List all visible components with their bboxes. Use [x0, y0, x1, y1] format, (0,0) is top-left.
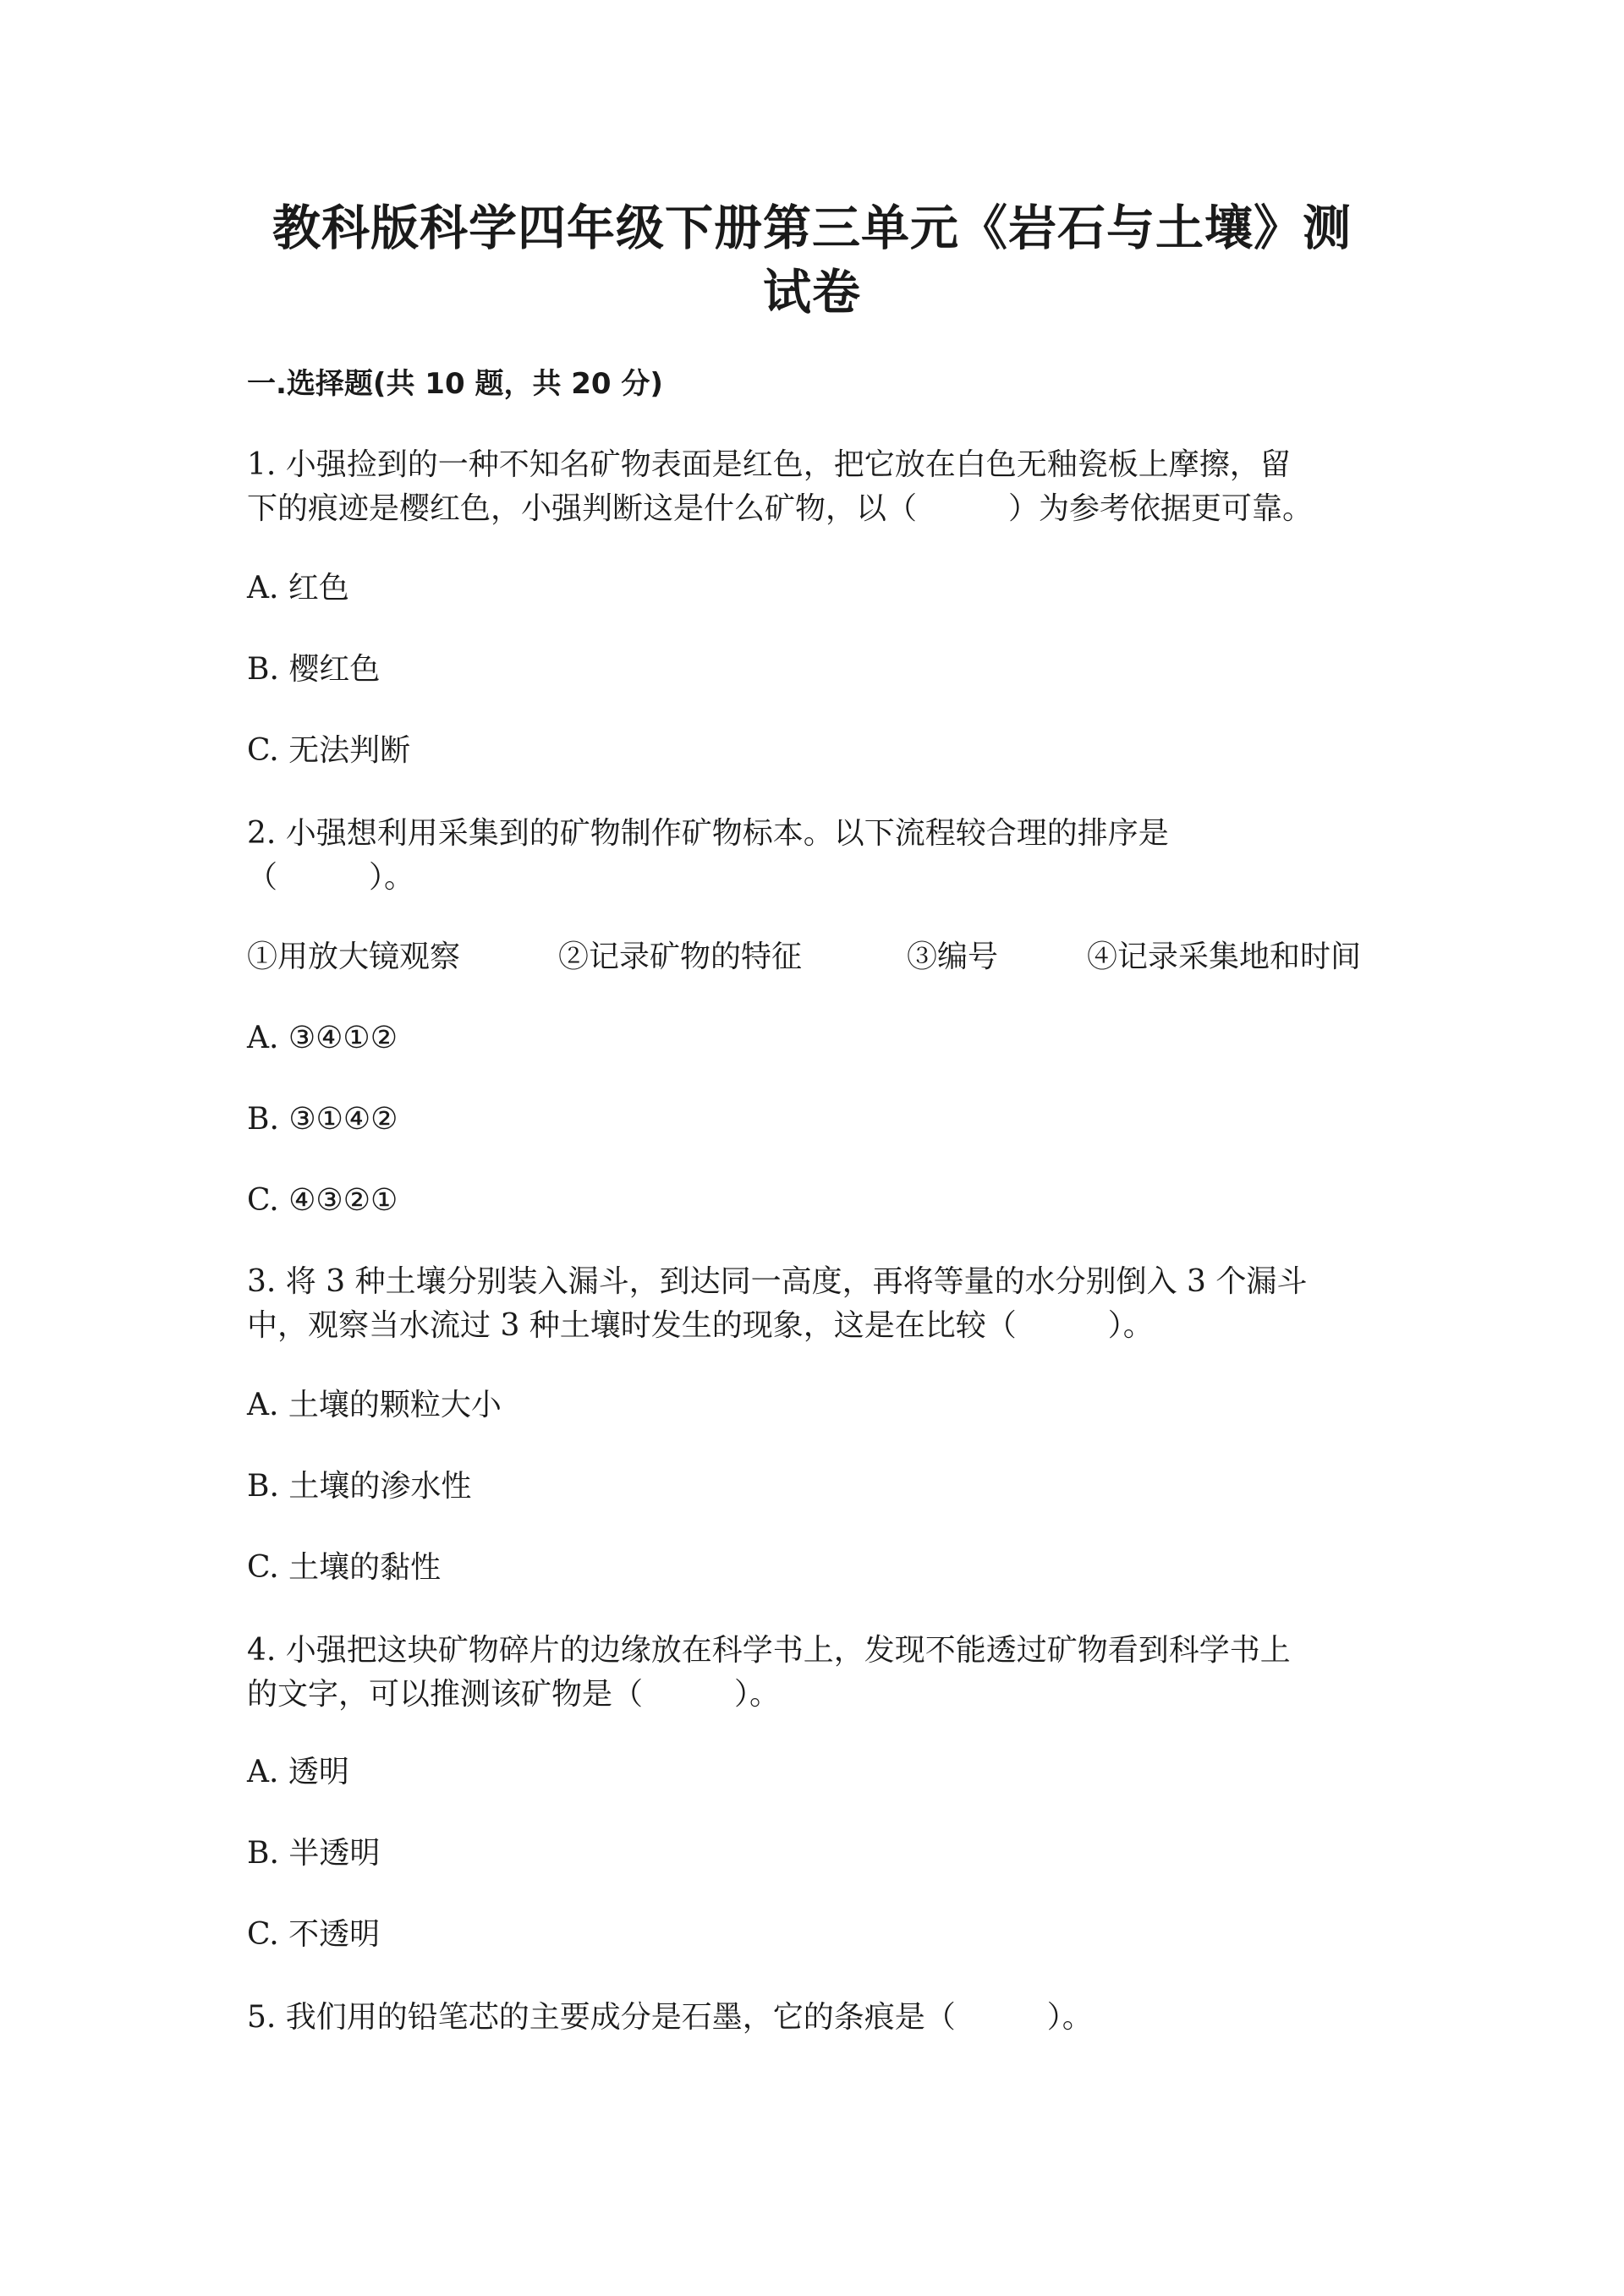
- question-3-option-a: A. 土壤的颗粒大小: [247, 1388, 502, 1422]
- question-2-step-4: ④记录采集地和时间: [1087, 940, 1362, 974]
- question-2-step-3: ③编号: [907, 940, 999, 974]
- question-2-option-c: C. ④③②①: [247, 1183, 398, 1218]
- question-3-stem-line-1: 3. 将 3 种土壤分别装入漏斗，到达同一高度，再将等量的水分别倒入 3 个漏斗: [247, 1264, 1308, 1299]
- question-1-option-b: B. 樱红色: [247, 652, 381, 687]
- question-2-step-1: ①用放大镜观察: [247, 940, 461, 974]
- question-1-option-a: A. 红色: [247, 571, 349, 606]
- question-1-option-c: C. 无法判断: [247, 733, 411, 768]
- question-4-option-b: B. 半透明: [247, 1836, 381, 1871]
- question-2-stem: [247, 812, 1380, 900]
- question-3-stem: [247, 1260, 1380, 1348]
- question-2-stem-line-2: （ ）。: [247, 860, 415, 895]
- page-title: [211, 196, 1413, 325]
- question-4-stem: [247, 1629, 1380, 1717]
- question-4-option-c: C. 不透明: [247, 1917, 381, 1952]
- question-3-option-c: C. 土壤的黏性: [247, 1550, 442, 1585]
- question-3-stem-line-2: 中，观察当水流过 3 种土壤时发生的现象，这是在比较（ ）。: [247, 1308, 1154, 1343]
- question-2-stem-line-1: 2. 小强想利用采集到的矿物制作矿物标本。以下流程较合理的排序是: [247, 816, 1169, 851]
- question-4-stem-line-2: 的文字，可以推测该矿物是（ ）。: [247, 1677, 781, 1712]
- question-5-stem-line-1: 5. 我们用的铅笔芯的主要成分是石墨，它的条痕是（ ）。: [247, 2000, 1093, 2035]
- question-1-stem-line-1: 1. 小强捡到的一种不知名矿物表面是红色，把它放在白色无釉瓷板上摩擦，留: [247, 447, 1291, 482]
- question-2-step-2: ②记录矿物的特征: [558, 940, 803, 974]
- question-1-stem: [247, 443, 1380, 531]
- question-4-option-a: A. 透明: [247, 1755, 349, 1789]
- question-2-option-b: B. ③①④②: [247, 1102, 398, 1137]
- title-line-2: 试卷: [763, 265, 861, 321]
- question-1-stem-line-2: 下的痕迹是樱红色，小强判断这是什么矿物，以（ ）为参考依据更可靠。: [247, 491, 1314, 526]
- question-4-stem-line-1: 4. 小强把这块矿物碎片的边缘放在科学书上，发现不能透过矿物看到科学书上: [247, 1633, 1291, 1668]
- title-line-1: 教科版科学四年级下册第三单元《岩石与土壤》测: [272, 200, 1352, 256]
- section-heading: 一.选择题(共 10 题，共 20 分): [247, 367, 663, 401]
- question-5-stem: [247, 1996, 1380, 2040]
- question-3-option-b: B. 土壤的渗水性: [247, 1469, 472, 1504]
- question-2-option-a: A. ③④①②: [247, 1021, 398, 1055]
